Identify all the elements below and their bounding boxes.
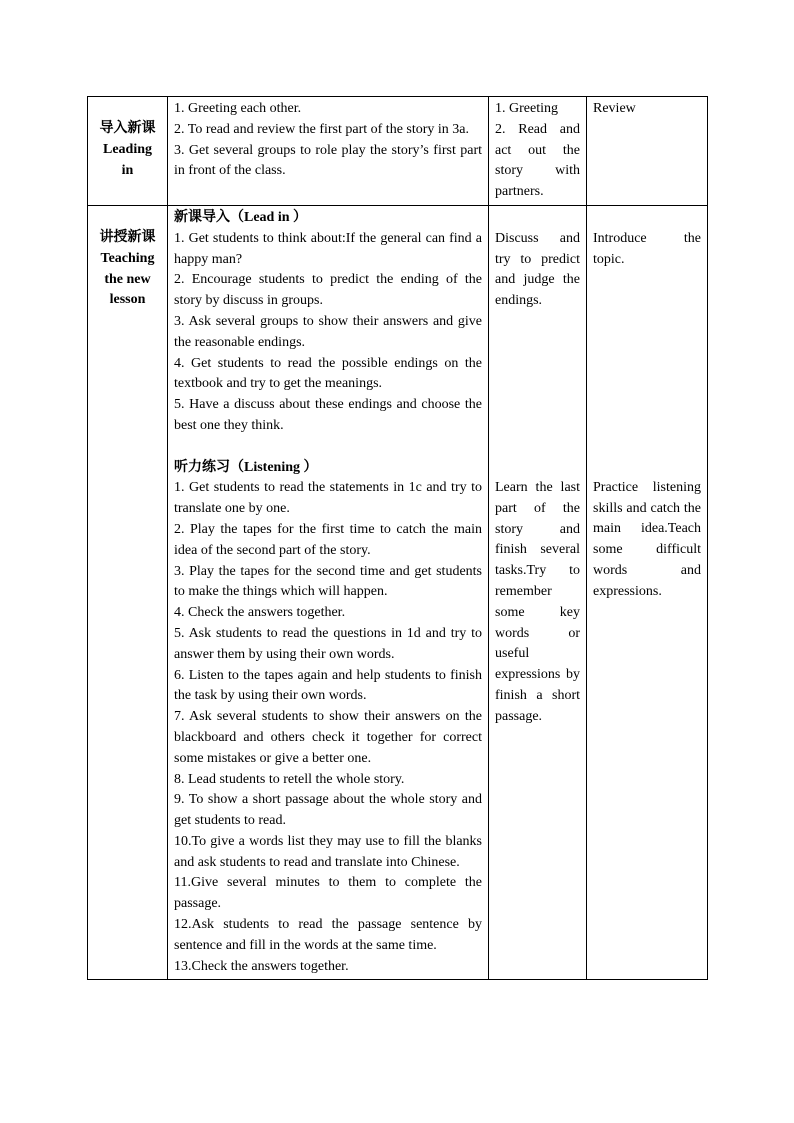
step-item: 8. Lead students to retell the whole story.: [174, 771, 405, 787]
lesson-plan-table: [87, 96, 708, 980]
step-item: 11.Give several minutes to them to complete the passage.: [174, 875, 482, 912]
teaching-label: [88, 205, 168, 979]
step-item: 2. Play the tapes for the first time to catch the main idea of the second part of the story.: [174, 521, 482, 558]
section-heading-listening: 听力练习（Listening ）: [174, 459, 318, 475]
purpose-text: Practice listening skills and catch the main idea.Teach some difficult words and expressions.: [593, 479, 701, 599]
step-item: 2. Encourage students to predict the ending of the story by discuss in groups.: [174, 272, 482, 309]
purpose-text: Introduce the topic.: [593, 230, 701, 267]
teacher-activity-cell: [168, 97, 489, 206]
step-item: 10.To give a words list they may use to fill the blanks and ask students to read and translate into Chinese.: [174, 833, 482, 870]
step-item: 1. Get students to think about:If the general can find a happy man?: [174, 230, 482, 267]
student-item: Discuss and try to predict and judge the endings.: [495, 230, 580, 309]
student-item: 2. Read and act out the story with partners.: [495, 121, 580, 200]
label-chinese: 讲授新课: [99, 229, 156, 245]
teacher-activity-cell: [168, 205, 489, 979]
step-item: 13.Check the answers together.: [174, 958, 349, 974]
step-item: 1. Get students to read the statements in 1c and try to translate one by one.: [174, 480, 482, 517]
label-english: in: [121, 162, 134, 178]
step-item: 1. Greeting each other.: [174, 101, 302, 116]
step-item: 3. Play the tapes for the second time and get students to make the things which will happen.: [174, 563, 482, 600]
label-chinese: 导入新课: [99, 121, 156, 136]
step-item: 12.Ask students to read the passage sentence by sentence and fill in the words at the same time.: [174, 917, 482, 953]
purpose-cell: [587, 97, 708, 206]
step-item: 4. Check the answers together.: [174, 605, 346, 621]
label-english: the new: [104, 271, 151, 287]
student-item: 1. Greeting: [495, 101, 558, 116]
leading-in-row: [88, 97, 708, 206]
spacer: [174, 437, 482, 458]
leading-in-label: [88, 97, 168, 206]
teaching-row: [88, 205, 708, 979]
student-activity-cell: [489, 205, 587, 979]
label-english: Teaching: [100, 250, 155, 266]
step-item: 4. Get students to read the possible endings on the textbook and try to get the meanings.: [174, 355, 482, 392]
step-item: 3. Ask several groups to show their answers and give the reasonable endings.: [174, 313, 482, 350]
section-heading-lead-in: 新课导入（Lead in ）: [174, 209, 308, 225]
step-item: 3. Get several groups to role play the story’s first part in front of the class.: [174, 142, 482, 179]
purpose-text: Review: [593, 101, 636, 116]
label-english: Leading: [102, 141, 152, 157]
step-item: 5. Ask students to read the questions in 1d and try to answer them by using their own words.: [174, 625, 482, 662]
step-item: 6. Listen to the tapes again and help students to finish the task by using their own words.: [174, 667, 482, 704]
step-item: 5. Have a discuss about these endings and choose the best one they think.: [174, 397, 482, 433]
step-item: 2. To read and review the first part of the story in 3a.: [174, 121, 470, 137]
label-english: lesson: [109, 292, 146, 308]
step-item: 7. Ask several students to show their answers on the blackboard and others check it together for correct some mistakes or give a better one.: [174, 709, 482, 766]
student-activity-cell: [489, 97, 587, 206]
purpose-cell: [587, 205, 708, 979]
step-item: 9. To show a short passage about the whole story and get students to read.: [174, 792, 482, 829]
student-item: Learn the last part of the story and finish several tasks.Try to remember some key words or useful expressions by finish a short passage.: [495, 479, 580, 724]
